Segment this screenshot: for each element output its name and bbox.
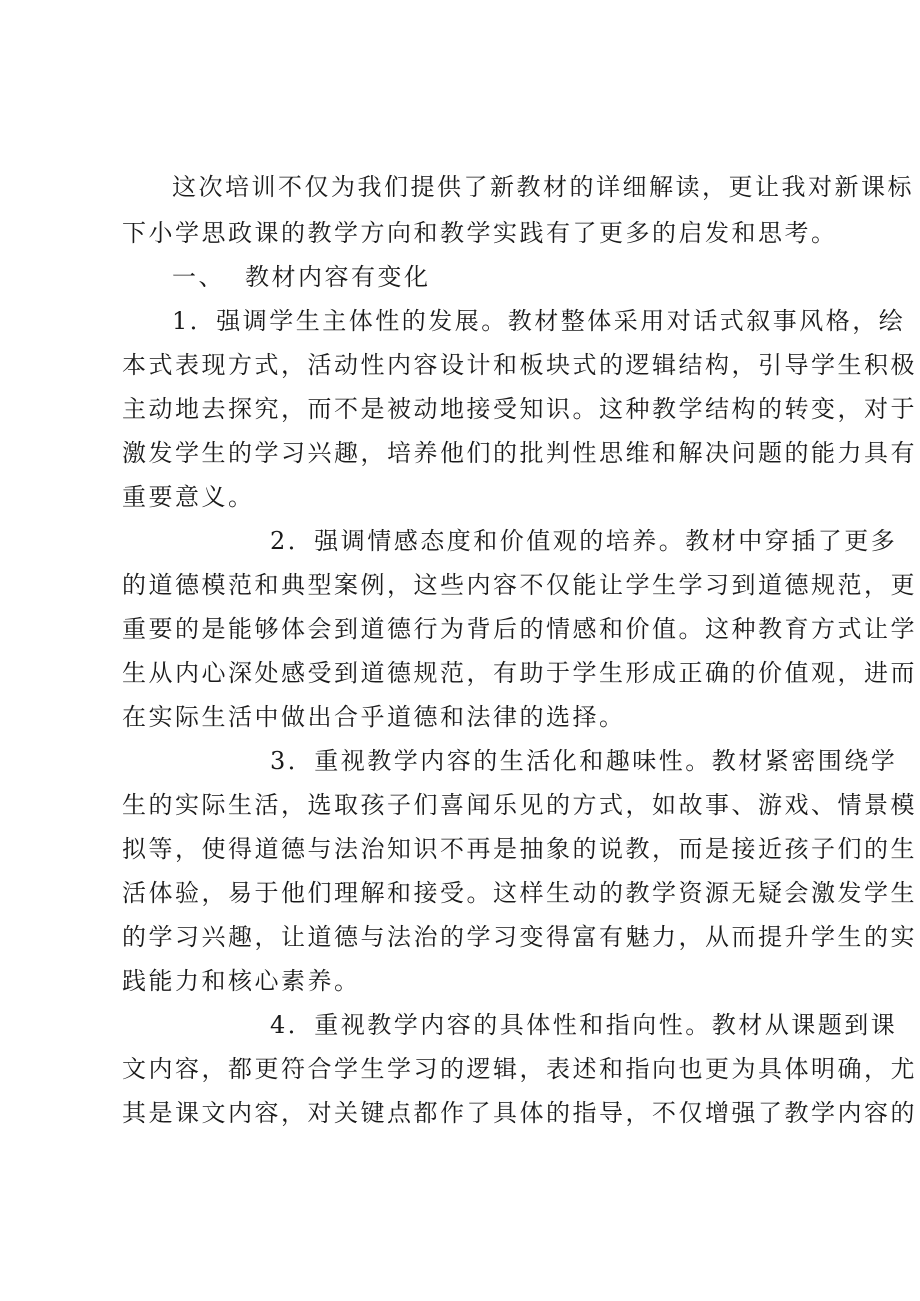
item4-line-3: 其是课文内容，对关键点都作了具体的指导，不仅增强了教学内容的 [122, 1099, 917, 1127]
section-title: 教材内容有变化 [245, 263, 431, 291]
item1-line-4: 激发学生的学习兴趣，培养他们的批判性思维和解决问题的能力具有 [122, 439, 917, 467]
item4-line-2: 文内容，都更符合学生学习的逻辑，表述和指向也更为具体明确，尤 [122, 1055, 917, 1083]
item3-line-5: 的学习兴趣，让道德与法治的学习变得富有魅力，从而提升学生的实 [122, 923, 917, 951]
item1-line-3: 主动地去探究，而不是被动地接受知识。这种教学结构的转变，对于 [122, 395, 917, 423]
item2-line-2: 的道德模范和典型案例，这些内容不仅能让学生学习到道德规范，更 [122, 571, 917, 599]
intro-line-1: 这次培训不仅为我们提供了新教材的详细解读，更让我对新课标 [172, 173, 914, 201]
section-number: 一、 [172, 263, 225, 291]
item2-line-4: 生从内心深处感受到道德规范，有助于学生形成正确的价值观，进而 [122, 659, 917, 687]
item2-line-1: 2．强调情感态度和价值观的培养。教材中穿插了更多 [270, 527, 898, 555]
item4-line-1: 4．重视教学内容的具体性和指向性。教材从课题到课 [270, 1011, 898, 1039]
intro-line-2: 下小学思政课的教学方向和教学实践有了更多的启发和思考。 [122, 219, 838, 247]
item1-line-1: 1．强调学生主体性的发展。教材整体采用对话式叙事风格，绘 [172, 307, 906, 335]
item2-line-3: 重要的是能够体会到道德行为背后的情感和价值。这种教育方式让学 [122, 615, 917, 643]
item3-line-6: 践能力和核心素养。 [122, 967, 361, 995]
item3-line-3: 拟等，使得道德与法治知识不再是抽象的说教，而是接近孩子们的生 [122, 835, 917, 863]
item3-line-4: 活体验，易于他们理解和接受。这样生动的教学资源无疑会激发学生 [122, 879, 917, 907]
item3-line-2: 生的实际生活，选取孩子们喜闻乐见的方式，如故事、游戏、情景模 [122, 791, 917, 819]
item2-line-5: 在实际生活中做出合乎道德和法律的选择。 [122, 703, 626, 731]
item1-line-2: 本式表现方式，活动性内容设计和板块式的逻辑结构，引导学生积极 [122, 351, 917, 379]
item3-line-1: 3．重视教学内容的生活化和趣味性。教材紧密围绕学 [270, 747, 898, 775]
item1-line-5: 重要意义。 [122, 483, 255, 511]
